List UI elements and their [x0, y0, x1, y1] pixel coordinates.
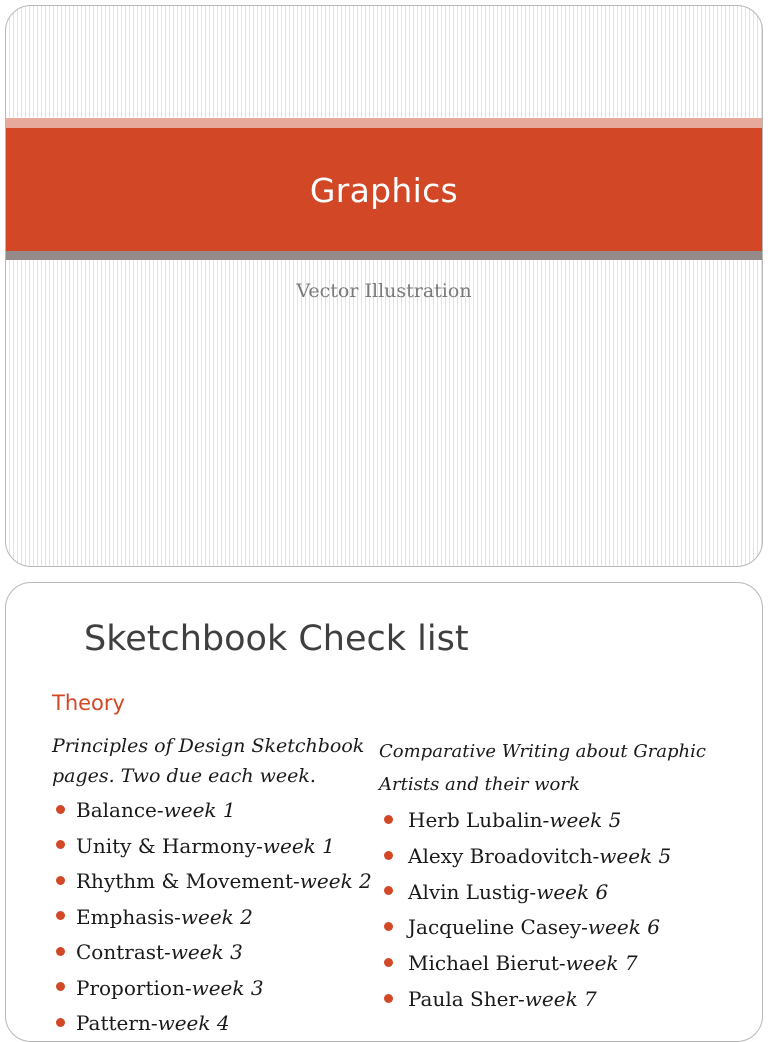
- item-week: week 3: [191, 975, 264, 1000]
- item-name: Emphasis-: [76, 904, 181, 929]
- item-week: week 4: [157, 1011, 230, 1035]
- list-item: [379, 946, 739, 982]
- item-name: Jacqueline Casey-: [408, 915, 588, 940]
- list-item: [52, 971, 382, 1007]
- bullet-icon: [384, 886, 393, 895]
- item-week: week 5: [599, 843, 672, 868]
- left-column-intro: Principles of Design Sketchbook pages. Two due each week.: [52, 735, 365, 787]
- item-name: Herb Lubalin-: [408, 808, 550, 832]
- list-item: [379, 839, 739, 875]
- item-week: week 6: [536, 879, 609, 904]
- item-week: week 1: [262, 833, 335, 858]
- bullet-icon: [384, 994, 393, 1003]
- right-column-intro: Comparative Writing about Graphic Artists and their work: [379, 741, 706, 795]
- item-week: week 7: [565, 951, 638, 976]
- item-week: week 5: [549, 808, 622, 832]
- right-column: [379, 735, 739, 1018]
- list-item: [52, 935, 382, 971]
- bullet-icon: [56, 1018, 65, 1027]
- item-week: week 3: [170, 940, 243, 964]
- left-item-list: [52, 793, 382, 1042]
- checklist-slide: [5, 582, 763, 1042]
- list-item: [52, 829, 382, 865]
- bullet-icon: [56, 840, 65, 849]
- bullet-icon: [56, 982, 65, 991]
- list-item: [379, 982, 739, 1018]
- title-band: [6, 128, 762, 251]
- bullet-icon: [384, 851, 393, 860]
- list-item: [379, 910, 739, 946]
- list-item: [52, 793, 382, 829]
- item-name: Paula Sher-: [408, 986, 525, 1011]
- item-week: week 1: [163, 798, 236, 822]
- checklist-title: Sketchbook Check list: [84, 619, 469, 659]
- title-band-top-stripe: [6, 118, 762, 128]
- bullet-icon: [384, 958, 393, 967]
- item-name: Contrast-: [76, 940, 171, 964]
- bullet-icon: [56, 805, 65, 814]
- bullet-icon: [56, 947, 65, 956]
- item-name: Rhythm & Movement-: [76, 869, 300, 893]
- item-name: Proportion-: [76, 975, 192, 1000]
- list-item: [379, 803, 739, 839]
- list-item: [52, 900, 382, 936]
- bullet-icon: [56, 876, 65, 885]
- item-name: Pattern-: [76, 1011, 158, 1035]
- bullet-icon: [384, 922, 393, 931]
- bullet-icon: [384, 815, 393, 824]
- list-item: [379, 875, 739, 911]
- item-name: Alvin Lustig-: [408, 879, 537, 904]
- item-week: week 2: [180, 904, 253, 929]
- item-week: week 6: [587, 915, 660, 940]
- title-slide: [5, 5, 763, 567]
- item-name: Balance-: [76, 798, 164, 822]
- list-item: [52, 864, 382, 900]
- item-name: Michael Bierut-: [408, 951, 566, 976]
- item-week: week 7: [524, 986, 597, 1011]
- item-name: Alexy Broadovitch-: [408, 843, 600, 868]
- bullet-icon: [56, 911, 65, 920]
- section-label-theory: Theory: [52, 691, 125, 715]
- slide-subtitle: Vector Illustration: [296, 280, 472, 302]
- item-name: Unity & Harmony-: [76, 833, 263, 858]
- right-item-list: [379, 803, 739, 1018]
- item-week: week 2: [299, 869, 372, 893]
- title-band-bottom-stripe: [6, 251, 762, 260]
- left-column: [52, 731, 382, 1042]
- slide-title: Graphics: [309, 171, 459, 210]
